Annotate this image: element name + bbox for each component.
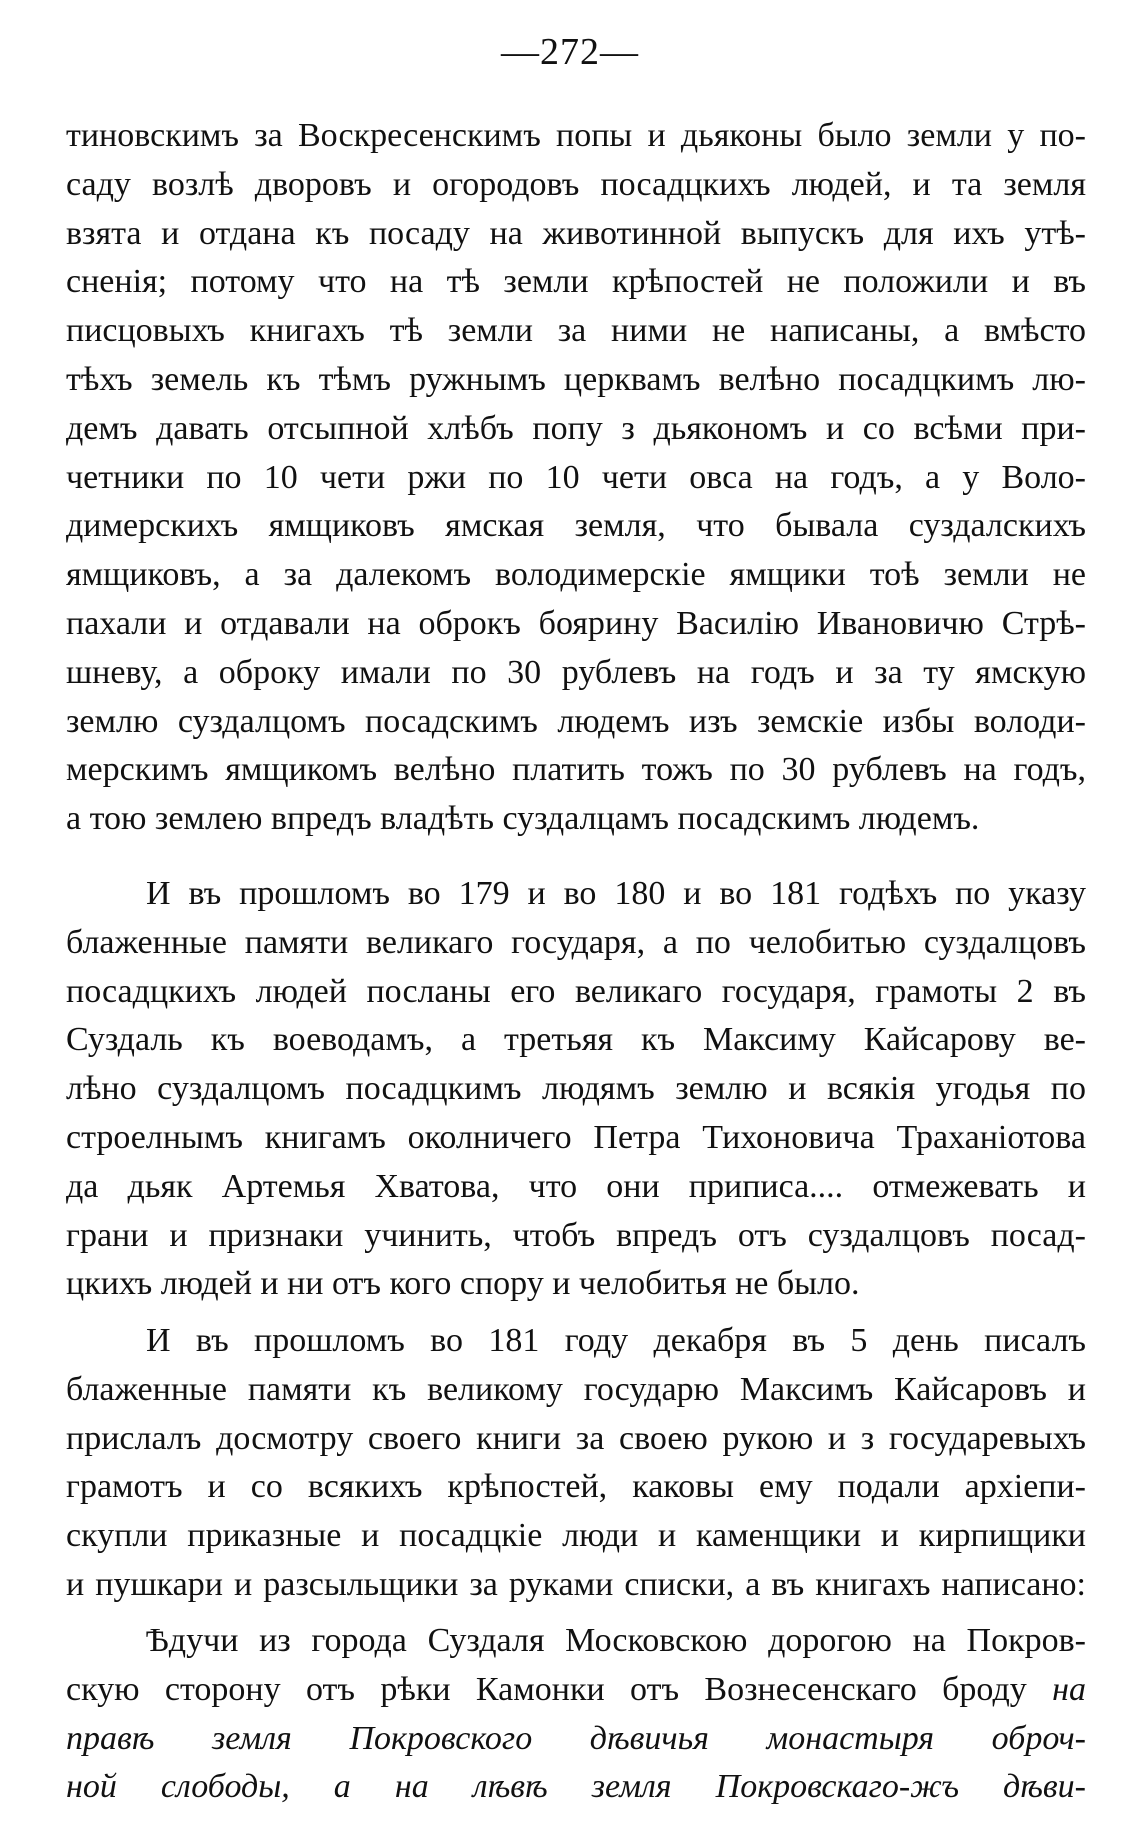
text-plain: скую сторону отъ рѣки Камонки отъ Вознесенскаго броду (66, 1670, 1053, 1708)
text-line: грани и признаки учинить, чтобъ впредъ отъ суздалцовъ посад- (66, 1216, 1086, 1254)
page-number: —272— (501, 31, 639, 73)
text-line: четники по 10 чети ржи по 10 чети овса на годъ, а у Воло- (66, 458, 1086, 496)
text-line: лѣно суздалцомъ посадцкимъ людямъ землю и всякія угодья по (66, 1070, 1086, 1108)
text-line: блаженные памяти великаго государя, а по челобитью суздалцовъ (66, 923, 1086, 961)
text-line: димерскихъ ямщиковъ ямская земля, что бывала суздалскихъ (66, 507, 1086, 545)
text-line: пахали и отдавали на оброкъ боярину Василію Ивановичю Стрѣ- (66, 604, 1086, 642)
text-line: и пушкари и разсыльщики за руками списки, а въ книгахъ написано: (66, 1565, 1086, 1603)
text-line: тиновскимъ за Воскресенскимъ попы и дьяконы было земли у по- (66, 117, 1086, 154)
text-line: да дьяк Артемья Хватова, что они приписа.... отмежевать и (66, 1167, 1086, 1205)
text-line: скупли приказные и посадцкіе люди и каменщики и кирпищики (66, 1517, 1086, 1555)
paragraph-3 (66, 1317, 1086, 1610)
text-line: писцовыхъ книгахъ тѣ земли за ними не написаны, а вмѣсто (66, 312, 1086, 350)
text-line: демъ давать отсыпной хлѣбъ попу з дьякономъ и со всѣми при- (66, 409, 1086, 447)
text-line: И въ прошломъ во 181 году декабря въ 5 день писалъ (146, 1322, 1086, 1359)
text-line: ямщиковъ, а за далекомъ володимерскіе ямщики тоѣ земли не (66, 556, 1086, 594)
paragraph-2 (66, 870, 1086, 1309)
paragraph-1 (66, 112, 1086, 844)
text-plain: Ѣдучи из города Суздаля Московскою дорогою на Покров- (146, 1622, 1086, 1659)
text-line: цкихъ людей и ни отъ кого спору и челобитья не было. (66, 1265, 860, 1303)
text-line: строелнымъ книгамъ околничего Петра Тихоновича Траханіотова (66, 1118, 1086, 1156)
text-italic: ной слободы, а на лѣвѣ земля Покровскаго-жъ дѣви- (66, 1768, 1086, 1806)
text-line: блаженные памяти къ великому государю Максимъ Кайсаровъ и (66, 1370, 1086, 1408)
paragraph-4 (66, 1617, 1086, 1812)
text-line (66, 1763, 1086, 1812)
text-italic: на (1052, 1670, 1086, 1708)
text-line: землю суздалцомъ посадскимъ людемъ изъ земскіе избы володи- (66, 702, 1086, 740)
text-line: прислалъ досмотру своего книги за своею рукою и з государевыхъ (66, 1419, 1086, 1457)
text-line: сненія; потому что на тѣ земли крѣпостей не положили и въ (66, 263, 1086, 301)
text-line: а тою землею впредъ владѣть суздалцамъ посадскимъ людемъ. (66, 800, 980, 838)
text-line (66, 1617, 1086, 1666)
text-line (66, 1666, 1086, 1715)
text-line: взята и отдана къ посаду на животинной выпускъ для ихъ утѣ- (66, 214, 1086, 252)
text-line: грамотъ и со всякихъ крѣпостей, каковы ему подали архіепи- (66, 1468, 1086, 1506)
text-line (66, 1715, 1086, 1764)
text-line: тѣхъ земель къ тѣмъ ружнымъ церквамъ велѣно посадцкимъ лю- (66, 360, 1086, 398)
text-line: шневу, а оброку имали по 30 рублевъ на годъ и за ту ямскую (66, 653, 1086, 691)
text-line: посадцкихъ людей посланы его великаго государя, грамоты 2 въ (66, 972, 1086, 1010)
text-line: мерскимъ ямщикомъ велѣно платить тожъ по 30 рублевъ на годъ, (66, 751, 1086, 789)
text-italic: правѣ земля Покровского дѣвичья монастыря оброч- (66, 1719, 1086, 1757)
text-line: Суздаль къ воеводамъ, а третьяя къ Максиму Кайсарову ве- (66, 1021, 1086, 1059)
text-line: саду возлѣ дворовъ и огородовъ посадцкихъ людей, и та земля (66, 165, 1086, 203)
text-line: И въ прошломъ во 179 и во 180 и во 181 годѣхъ по указу (146, 875, 1086, 912)
